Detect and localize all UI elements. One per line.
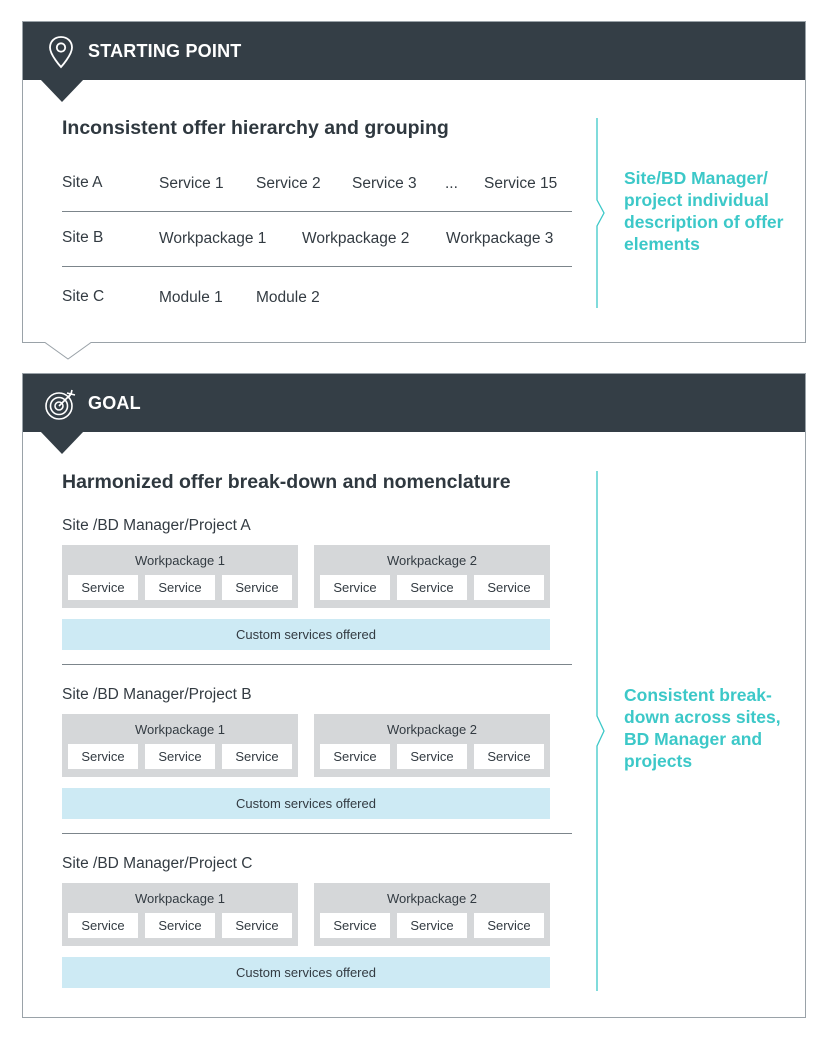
map-pin-icon [45, 34, 77, 70]
goal-header [23, 374, 805, 432]
offer-item: Workpackage 2 [302, 230, 410, 247]
service-box: Service [320, 575, 390, 600]
offer-item: Service 3 [352, 175, 417, 192]
workpackage-title: Workpackage 1 [134, 553, 226, 568]
custom-services-bar: Custom services offered [62, 788, 550, 819]
project-divider [62, 664, 572, 665]
workpackage-box [314, 714, 550, 777]
service-box: Service [320, 744, 390, 769]
offer-item: Service 15 [484, 175, 558, 192]
service-box: Service [68, 744, 138, 769]
starting-point-title: STARTING POINT [88, 41, 242, 61]
starting-heading: Inconsistent offer hierarchy and grouping [62, 117, 449, 139]
offer-item: Module 1 [159, 289, 223, 306]
starting-point-panel [22, 21, 806, 343]
service-box: Service [320, 913, 390, 938]
curly-brace [589, 471, 605, 991]
service-box: Service [222, 744, 292, 769]
offer-item: Workpackage 3 [446, 230, 554, 247]
site-label: Site A [62, 174, 103, 191]
service-box: Service [145, 913, 215, 938]
row-divider [62, 266, 572, 267]
connector-notch [45, 342, 91, 361]
custom-services-bar: Custom services offered [62, 957, 550, 988]
site-label: Site C [62, 288, 105, 305]
goal-heading: Harmonized offer break-down and nomenclature [62, 471, 511, 493]
header-notch [40, 79, 84, 103]
target-icon [44, 387, 76, 423]
service-box: Service [222, 575, 292, 600]
goal-note: Consistent break-down across sites, BD Manager and projects [624, 685, 781, 771]
offer-item: Service 1 [159, 175, 224, 192]
offer-item: Module 2 [256, 289, 320, 306]
service-box: Service [145, 575, 215, 600]
offer-item: Service 2 [256, 175, 321, 192]
service-box: Service [397, 913, 467, 938]
service-box: Service [474, 744, 544, 769]
workpackage-title: Workpackage 2 [386, 722, 478, 737]
curly-brace [589, 118, 605, 308]
workpackage-title: Workpackage 2 [386, 891, 478, 906]
service-box: Service [68, 913, 138, 938]
service-box: Service [68, 575, 138, 600]
workpackage-box [62, 545, 298, 608]
project-label: Site /BD Manager/Project A [62, 517, 251, 534]
project-divider [62, 833, 572, 834]
service-box: Service [474, 913, 544, 938]
row-divider [62, 211, 572, 212]
project-label: Site /BD Manager/Project C [62, 855, 253, 872]
offer-item: Workpackage 1 [159, 230, 267, 247]
workpackage-box [62, 714, 298, 777]
workpackage-box [62, 883, 298, 946]
service-box: Service [397, 744, 467, 769]
service-box: Service [397, 575, 467, 600]
starting-point-header [23, 22, 805, 80]
service-box: Service [222, 913, 292, 938]
offer-item: ... [445, 175, 458, 192]
service-box: Service [474, 575, 544, 600]
workpackage-box [314, 545, 550, 608]
goal-title: GOAL [88, 393, 141, 413]
goal-panel [22, 373, 806, 1018]
site-label: Site B [62, 229, 104, 246]
custom-services-bar: Custom services offered [62, 619, 550, 650]
workpackage-box [314, 883, 550, 946]
workpackage-title: Workpackage 2 [386, 553, 478, 568]
starting-note: Site/BD Manager/ project individual description of offer elements [624, 168, 784, 254]
header-notch [40, 431, 84, 455]
workpackage-title: Workpackage 1 [134, 722, 226, 737]
workpackage-title: Workpackage 1 [134, 891, 226, 906]
service-box: Service [145, 744, 215, 769]
project-label: Site /BD Manager/Project B [62, 686, 252, 703]
